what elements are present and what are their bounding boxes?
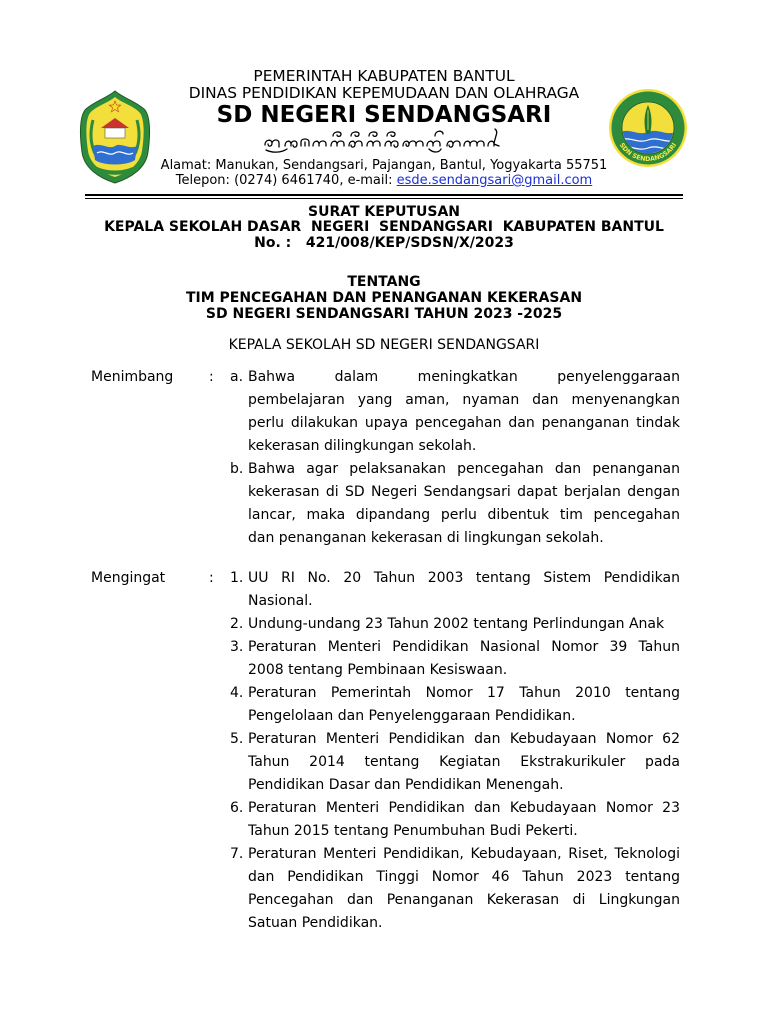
header-rule-thick	[85, 194, 683, 196]
item-marker: 6.	[230, 800, 244, 816]
item-marker: b.	[230, 461, 244, 477]
item-line: 2008 tentang Pembinaan Kesiswaan.	[248, 662, 508, 678]
header-rule-thin	[85, 198, 683, 199]
list-item	[230, 728, 680, 797]
school-contact	[0, 173, 768, 188]
item-text	[248, 682, 680, 728]
item-line: kekerasan dilingkungan sekolah.	[248, 438, 477, 454]
item-line: perlu dilakukan upaya pencegahan dan penanganan tindak	[248, 415, 680, 431]
item-line: Peraturan Menteri Pendidikan, Kebudayaan, Riset, Teknologi	[248, 846, 680, 862]
school-emblem-icon	[608, 88, 688, 168]
recalling-list	[230, 567, 680, 935]
emblem-lettering-path: SDN SENDANGSARI	[617, 141, 679, 164]
school-address: Alamat: Manukan, Sendangsari, Pajangan, Bantul, Yogyakarta 55751	[160, 158, 608, 173]
item-marker: a.	[230, 369, 244, 385]
item-text	[248, 797, 680, 843]
considering-list	[230, 366, 680, 550]
agency-name: DINAS PENDIDIKAN KEPEMUDAAN DAN OLAHRAGA	[188, 84, 580, 102]
item-marker: 7.	[230, 846, 244, 862]
item-line: Peraturan Menteri Pendidikan dan Kebudayaan Nomor 23	[248, 800, 680, 816]
decree-number: No. : 421/008/KEP/SDSN/X/2023	[254, 235, 514, 251]
recalling-label: Mengingat	[91, 570, 166, 586]
item-marker: 1.	[230, 570, 244, 586]
list-item	[230, 682, 680, 728]
item-line: pembelajaran yang aman, nyaman dan menyenangkan	[248, 392, 680, 408]
government-name: PEMERINTAH KABUPATEN BANTUL	[253, 67, 515, 85]
item-line: Pencegahan dan Penanganan Kekerasan di Lingkungan	[248, 892, 680, 908]
item-marker: 4.	[230, 685, 244, 701]
considering-colon: :	[209, 369, 214, 385]
item-text	[248, 458, 680, 550]
javanese-script-icon	[263, 126, 503, 154]
list-item	[230, 613, 680, 636]
item-line: Bahwa agar pelaksanakan pencegahan dan penanganan	[248, 461, 680, 477]
item-text	[248, 366, 680, 458]
school-name: SD NEGERI SENDANGSARI	[216, 102, 552, 128]
item-text	[248, 636, 680, 682]
item-line: dan penanganan kekerasan di lingkungan sekolah.	[248, 530, 604, 546]
list-item	[230, 366, 680, 458]
item-line: Tahun 2014 tentang Kegiatan Ekstrakurikuler pada	[248, 754, 680, 770]
decree-subject-line2: SD NEGERI SENDANGSARI TAHUN 2023 -2025	[205, 306, 563, 322]
list-item	[230, 567, 680, 613]
decree-subject-line1: TIM PENCEGAHAN DAN PENANGANAN KEKERASAN	[185, 290, 583, 306]
item-line: dan Pendidikan Tinggi Nomor 46 Tahun 2023 tentang	[248, 869, 680, 885]
item-marker: 2.	[230, 616, 244, 632]
emblem-building	[105, 128, 125, 138]
item-line: Pengelolaan dan Penyelenggaraan Pendidikan.	[248, 708, 576, 724]
about-label: TENTANG	[347, 274, 421, 290]
item-line: Peraturan Menteri Pendidikan Nasional Nomor 39 Tahun	[248, 639, 680, 655]
item-text	[248, 613, 680, 636]
list-item	[230, 636, 680, 682]
item-line: UU RI No. 20 Tahun 2003 tentang Sistem Pendidikan	[248, 570, 680, 586]
considering-label: Menimbang	[91, 369, 174, 385]
decree-title: SURAT KEPUTUSAN	[308, 204, 460, 220]
item-text	[248, 843, 680, 935]
item-line: kekerasan di SD Negeri Sendangsari dapat berjalan dengan	[248, 484, 680, 500]
item-line: Pendidikan Dasar dan Pendidikan Menengah.	[248, 777, 564, 793]
item-line: Undung-undang 23 Tahun 2002 tentang Perlindungan Anak	[248, 616, 665, 632]
phone-text: Telepon: (0274) 6461740, e-mail:	[175, 173, 397, 188]
decree-authority: KEPALA SEKOLAH SD NEGERI SENDANGSARI	[228, 337, 540, 353]
javanese-script-glyphs	[265, 129, 499, 152]
list-item	[230, 843, 680, 935]
email-link[interactable]: esde.sendangsari@gmail.com	[396, 173, 593, 188]
item-line: Peraturan Pemerintah Nomor 17 Tahun 2010 tentang	[248, 685, 680, 701]
item-text	[248, 728, 680, 797]
item-line: Bahwa dalam meningkatkan penyelenggaraan	[248, 369, 680, 385]
list-item	[230, 797, 680, 843]
item-line: Peraturan Menteri Pendidikan dan Kebudayaan Nomor 62	[248, 731, 680, 747]
item-line: Satuan Pendidikan.	[248, 915, 383, 931]
recalling-colon: :	[209, 570, 214, 586]
item-marker: 5.	[230, 731, 244, 747]
item-line: Tahun 2015 tentang Penumbuhan Budi Pekerti.	[248, 823, 578, 839]
list-item	[230, 458, 680, 550]
decree-issuer: KEPALA SEKOLAH DASAR NEGERI SENDANGSARI KABUPATEN BANTUL	[104, 219, 664, 235]
item-marker: 3.	[230, 639, 244, 655]
item-line: Nasional.	[248, 593, 313, 609]
item-line: lancar, maka dipandang perlu dibentuk tim pencegahan	[248, 507, 680, 523]
item-text	[248, 567, 680, 613]
